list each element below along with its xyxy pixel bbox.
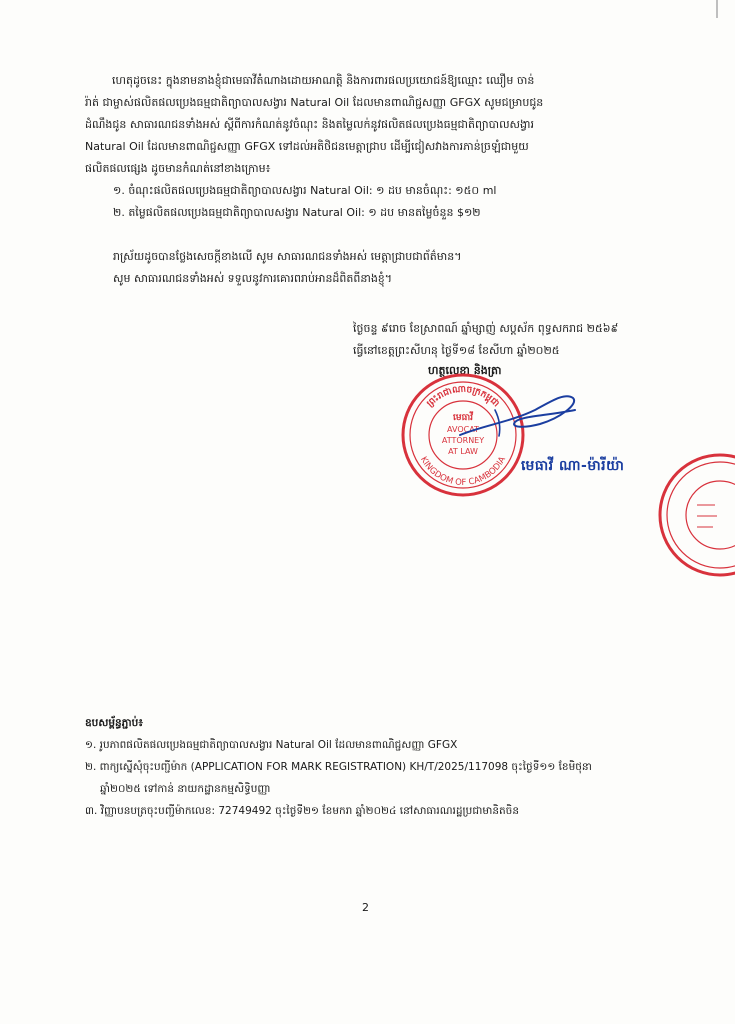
attachments-heading: ឧបសម្ព័ន្ធភ្ជាប់៖ [85,717,143,729]
attorney-name: មេធាវី ណា-ម៉ារីយ៉ា [521,458,625,474]
page-number: 2 [362,901,369,914]
lawyer-stamp-partial [655,450,735,580]
item-price: ២. តម្លៃផលិតផលប្រេងធម្មជាតិព្យាបាលសង្វារ Natural Oil: ១ ដប មានតម្លៃចំនួន $១២ [113,206,481,219]
paragraph-line-4: Natural Oil ដែលមានពាណិជ្ជសញ្ញា GFGX ទៅដល់អតិថិជនមេត្តាជ្រាប ដើម្បីជៀសវាងការភាន់ច្រឡំជាមួយ [85,140,529,153]
stamp-bottom-text: KINGDOM OF CAMBODIA [418,455,508,489]
attachment-2-cont: ឆ្នាំ២០២៥ ទៅកាន់ នាយកដ្ឋានកម្មសិទ្ធិបញ្ញា [100,783,271,795]
closing-line-1: រាស្រ័យដូចបានថ្លែងសេចក្តីខាងលើ សូម សាធារណជនទាំងអស់ មេត្តាជ្រាបជាព័ត៌មាន។ [113,250,462,263]
date-solar: ធ្វើនៅខេត្តព្រះសីហនុ ថ្ងៃទី១៨ ខែសីហា ឆ្នាំ២០២៥ [353,344,560,357]
stamp-center-2: ATTORNEY [441,436,485,445]
signature-title: ហត្ថលេខា និងត្រា [428,364,502,377]
closing-line-2: សូម សាធារណជនទាំងអស់ ទទួលនូវការគោរពរាប់អានដ៏ពិតពីនាងខ្ញុំ។ [113,272,393,285]
scan-edge [716,0,718,18]
attachment-1: ១. រូបភាពផលិតផលប្រេងធម្មជាតិព្យាបាលសង្វារ Natural Oil ដែលមានពាណិជ្ជសញ្ញា GFGX [85,739,458,751]
attachment-2: ២. ពាក្យស្នើសុំចុះបញ្ជីម៉ាក (APPLICATION FOR MARK REGISTRATION) KH/T/2025/117098 ចុះថ្ងៃទី១១ ខែមិថុនា [85,761,592,773]
paragraph-line-5: ផលិតផលផ្សេង ដូចមានកំណត់នៅខាងក្រោម៖ [85,162,271,175]
svg-text:KINGDOM OF CAMBODIA [418,455,508,488]
attachment-3: ៣. វិញ្ញាបនបត្រចុះបញ្ជីម៉ាកលេខ: 72749492 ចុះថ្ងៃទី២១ ខែមករា ឆ្នាំ២០២៤ នៅសាធារណរដ្ឋប្រជាមានិតចិន [85,805,520,817]
paragraph-line-1: ហេតុដូចនេះ ក្នុងនាមនាងខ្ញុំជាមេធាវីតំណាងដោយអាណត្តិ និងការពារផលប្រយោជន៍ឱ្យឈ្មោះ ឈឿម ចាន់ [112,74,535,87]
stamp-center-3: AT LAW [448,447,478,456]
stamp-center-kh: មេធាវី [453,413,473,423]
item-volume: ១. ចំណុះផលិតផលប្រេងធម្មជាតិព្យាបាលសង្វារ Natural Oil: ១ ដប មានចំណុះ: ១៥០ ml [113,184,497,197]
handwritten-signature [455,380,585,450]
stamp-center-1: AVOCAT [447,425,479,434]
paragraph-line-3: ដំណឹងជូន សាធារណជនទាំងអស់ ស្តីពីការកំណត់នូវចំណុះ និងតម្លៃលក់នូវផលិតផលប្រេងធម្មជាតិព្យាបាលសង្វារ [85,118,534,131]
stamp-top-text: ព្រះរាជាណាចក្រកម្ពុជា [425,384,501,410]
date-lunar: ថ្ងៃចន្ទ ៩រោច ខែស្រាពណ៍ ឆ្នាំម្សាញ់ សប្តស័ក ពុទ្ធសករាជ ២៥៦៩ [353,322,619,335]
paragraph-line-2: រ៉ាត់ ជាម្ចាស់ផលិតផលប្រេងធម្មជាតិព្យាបាលសង្វារ Natural Oil ដែលមានពាណិជ្ជសញ្ញា GFGX សូមជម្រាបជូន [85,96,544,109]
